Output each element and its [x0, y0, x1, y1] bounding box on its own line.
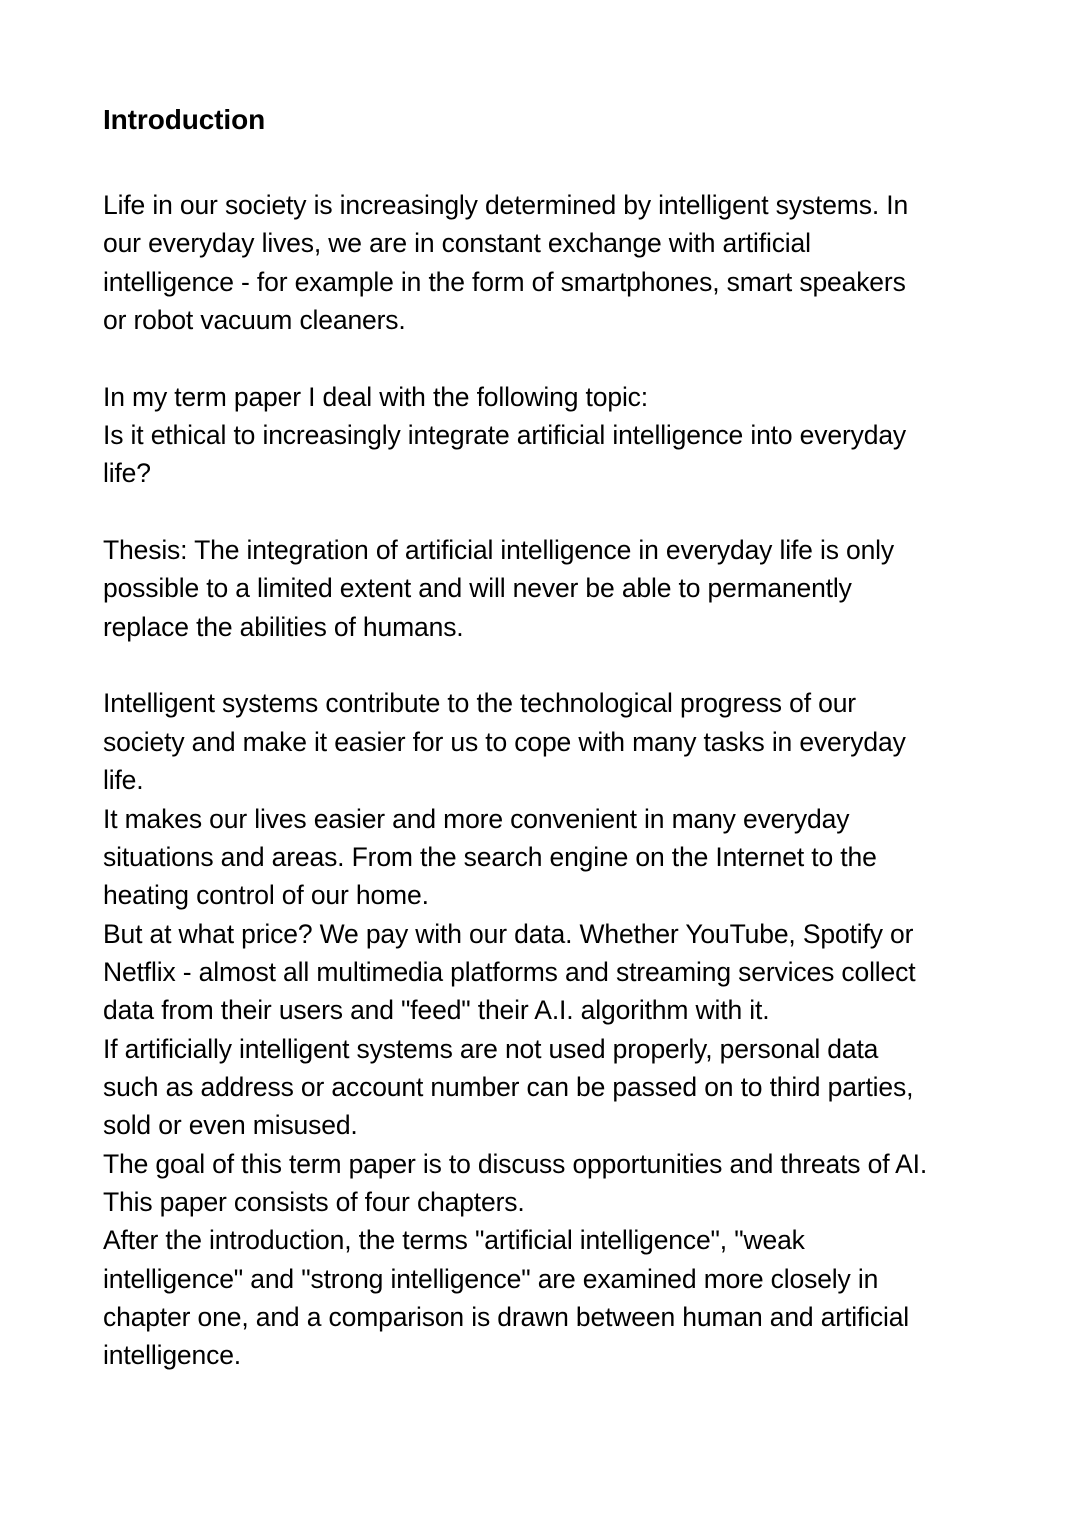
text-line: After the introduction, the terms "artificial intelligence", "weak — [103, 1225, 805, 1256]
text-line: possible to a limited extent and will never be able to permanently — [103, 573, 852, 604]
text-line: or robot vacuum cleaners. — [103, 305, 406, 336]
text-line: intelligence - for example in the form of smartphones, smart speakers — [103, 266, 906, 297]
paragraph-body — [103, 684, 1003, 1374]
text-line: Netflix - almost all multimedia platforms and streaming services collect — [103, 956, 916, 987]
text-line: The goal of this term paper is to discuss opportunities and threats of AI. — [103, 1148, 928, 1179]
spacer — [103, 646, 1003, 684]
text-line: Intelligent systems contribute to the technological progress of our — [103, 688, 856, 719]
spacer — [103, 339, 1003, 377]
paragraph-thesis — [103, 531, 1003, 646]
section-heading: Introduction — [103, 104, 266, 135]
text-line: life? — [103, 458, 151, 489]
text-line: intelligence. — [103, 1340, 242, 1371]
text-line: intelligence" and "strong intelligence" are examined more closely in — [103, 1263, 879, 1294]
text-line: Life in our society is increasingly determined by intelligent systems. In — [103, 190, 909, 220]
paragraph-topic — [103, 378, 1003, 493]
spacer — [103, 493, 1003, 531]
text-line: society and make it easier for us to cope with many tasks in everyday — [103, 726, 906, 757]
text-line: In my term paper I deal with the following topic: — [103, 381, 648, 412]
text-line: It makes our lives easier and more convenient in many everyday — [103, 803, 850, 834]
text-line: But at what price? We pay with our data. Whether YouTube, Spotify or — [103, 918, 914, 949]
text-line: chapter one, and a comparison is drawn between human and artificial — [103, 1301, 910, 1332]
text-line: Thesis: The integration of artificial intelligence in everyday life is only — [103, 535, 895, 566]
text-line: If artificially intelligent systems are not used properly, personal data — [103, 1033, 879, 1064]
text-line: such as address or account number can be passed on to third parties, — [103, 1071, 914, 1102]
text-line: heating control of our home. — [103, 880, 429, 911]
text-line: This paper consists of four chapters. — [103, 1186, 525, 1217]
text-line: situations and areas. From the search engine on the Internet to the — [103, 841, 877, 872]
text-line: our everyday lives, we are in constant exchange with artificial — [103, 228, 811, 259]
spacer — [103, 142, 1003, 186]
text-line: Is it ethical to increasingly integrate artificial intelligence into everyday — [103, 420, 907, 451]
document-page — [103, 98, 1003, 1375]
paragraph-intro — [103, 186, 1003, 339]
text-line: life. — [103, 765, 144, 796]
text-line: data from their users and "feed" their A.I. algorithm with it. — [103, 995, 770, 1026]
text-line: replace the abilities of humans. — [103, 611, 464, 642]
text-line: sold or even misused. — [103, 1110, 358, 1141]
